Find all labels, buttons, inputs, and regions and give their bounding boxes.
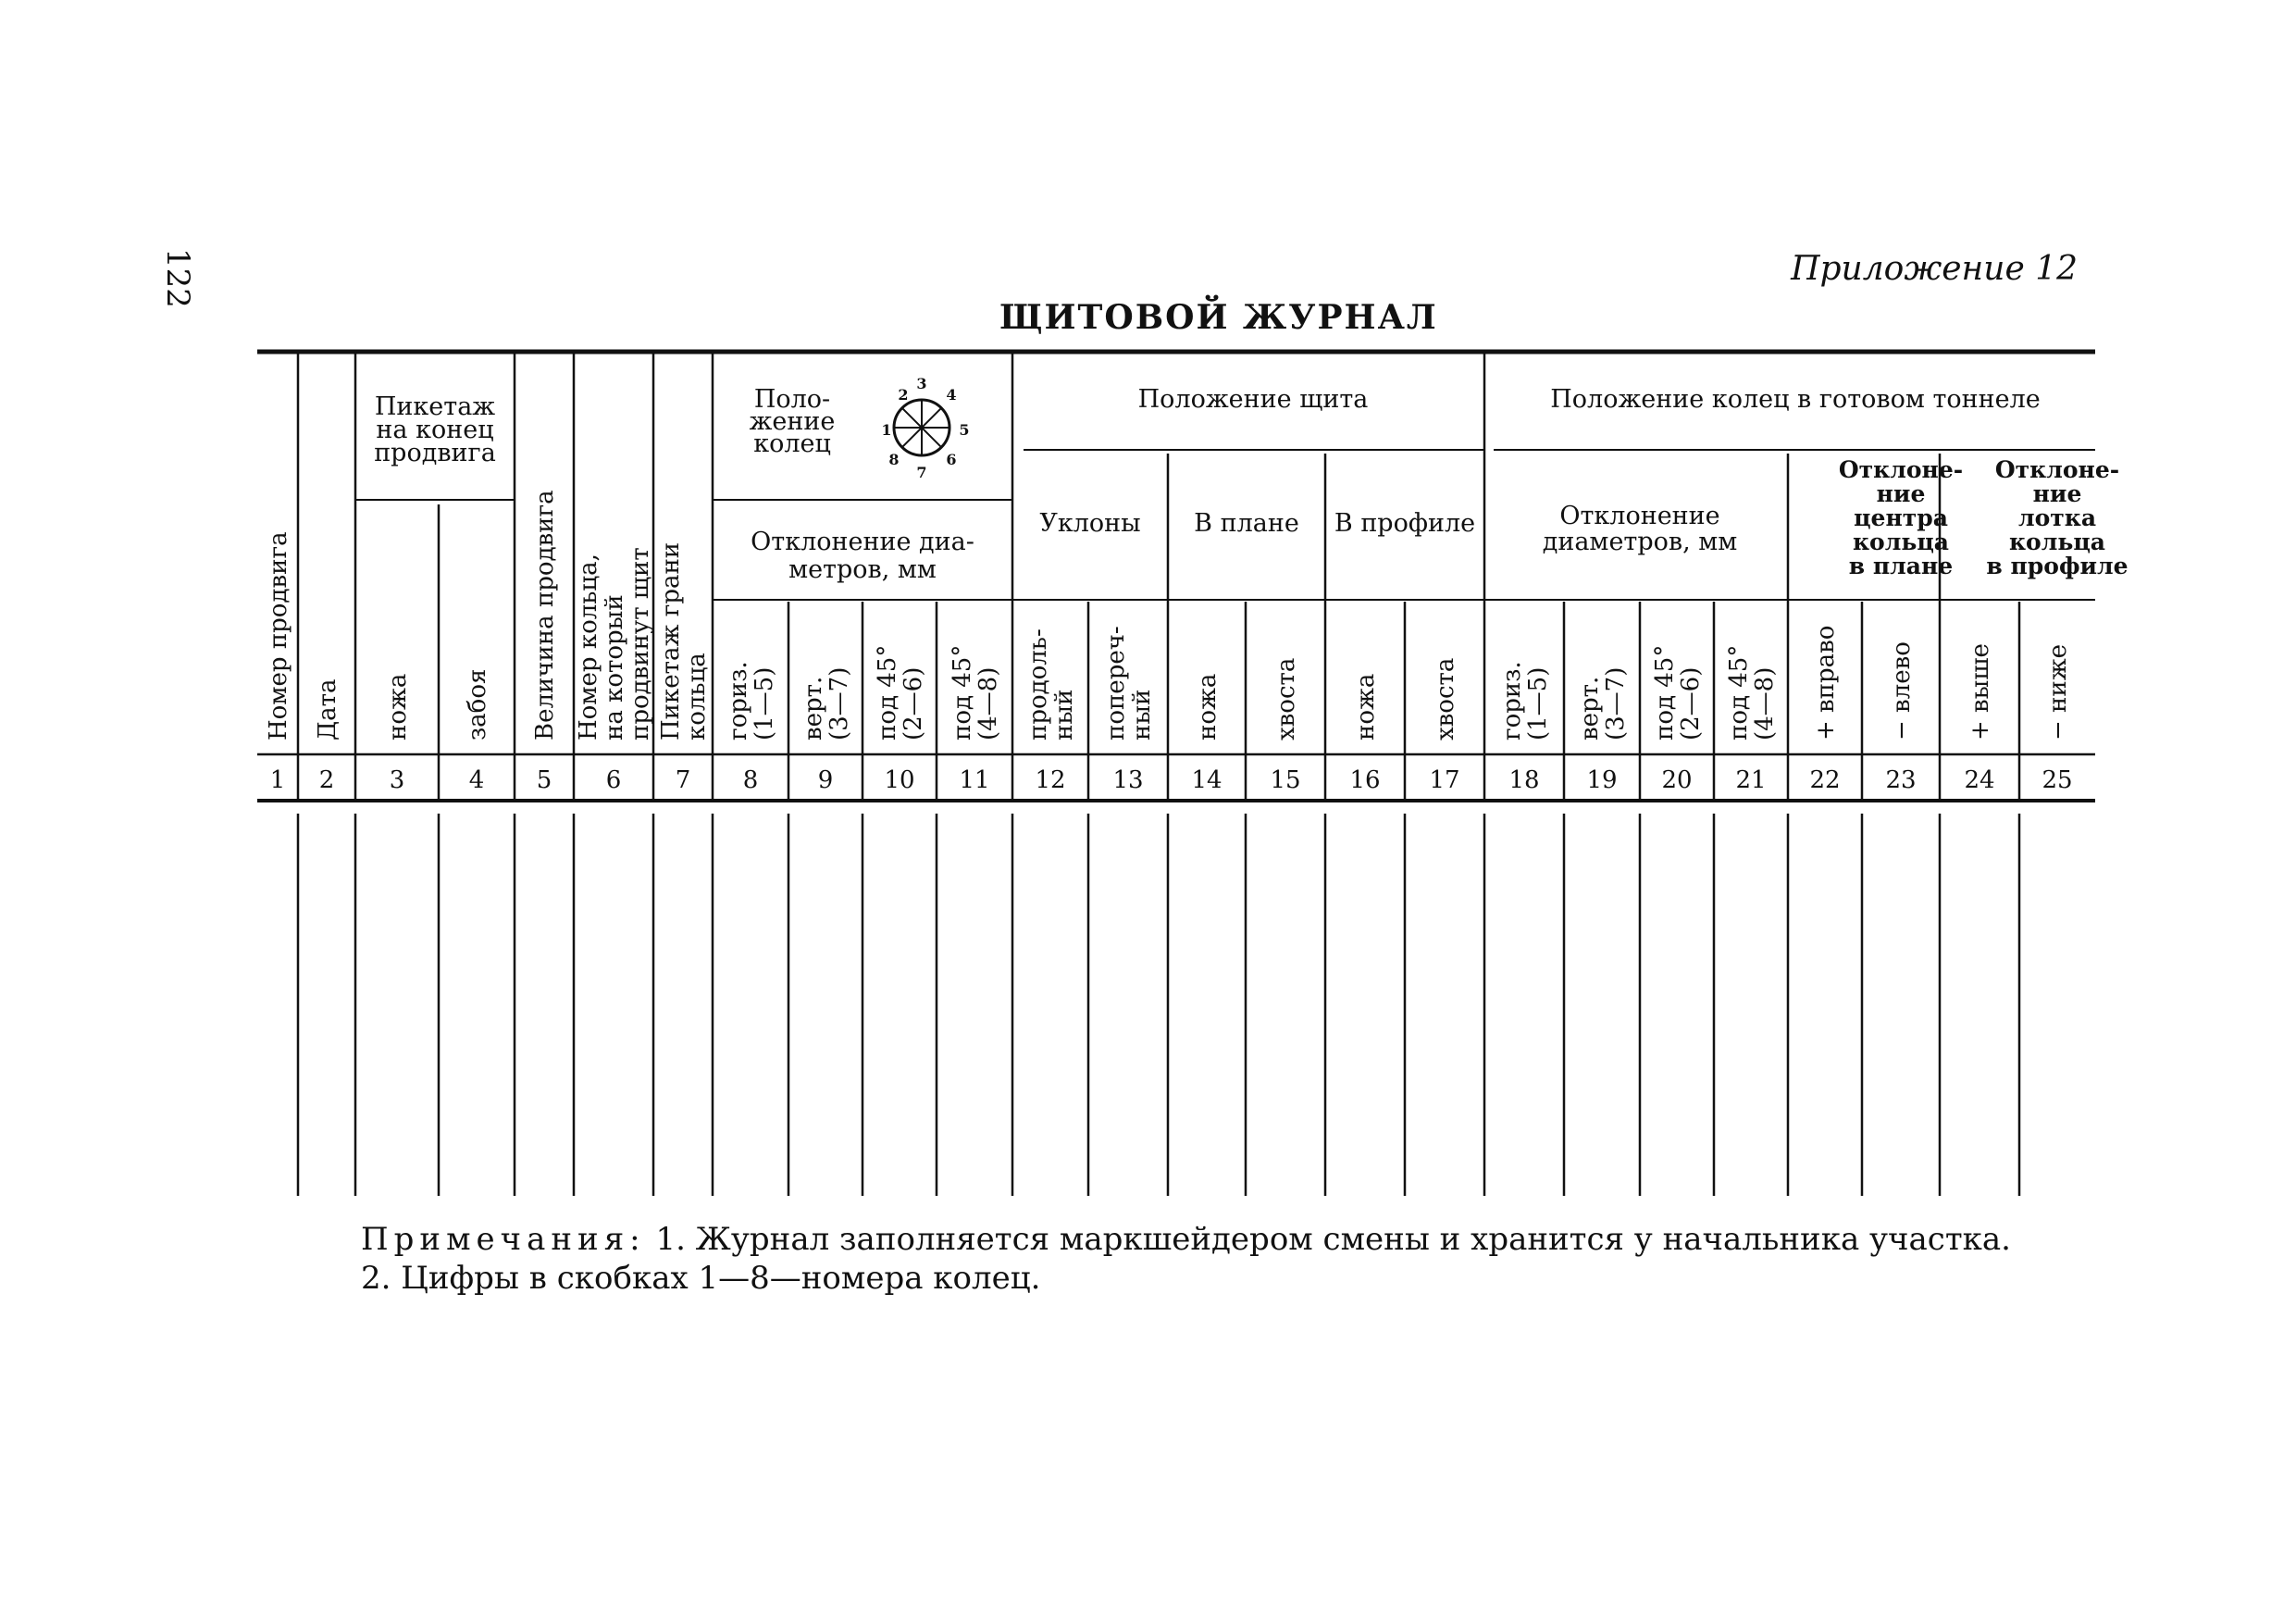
notes-line-1: [361, 1220, 2011, 1259]
group-header-piketazh: Пикетаж: [374, 392, 496, 421]
column-header: (4—8): [974, 666, 1003, 740]
ring-label: 5: [959, 421, 970, 439]
group-header-v-plane: В плане: [1194, 509, 1299, 538]
column-number: 2: [318, 766, 335, 794]
ring-label: 1: [881, 421, 892, 439]
column-header: − влево: [1888, 641, 1917, 740]
column-header: продвинут щит: [627, 547, 655, 740]
column-number: 14: [1191, 766, 1222, 794]
group-header-piketazh: на конец: [376, 416, 494, 444]
ring-label: 8: [888, 451, 900, 468]
column-header: на который: [601, 594, 629, 740]
column-header: верт.: [800, 676, 828, 740]
group-header-polozhenie-shchita: Положение щита: [1137, 385, 1369, 414]
column-number: 21: [1735, 766, 1767, 794]
column-header: верт.: [1576, 676, 1605, 740]
column-number: 13: [1112, 766, 1144, 794]
column-header: под 45°: [874, 644, 902, 740]
notes: [361, 1220, 2011, 1298]
column-number: 10: [884, 766, 915, 794]
notes-label: Примечания:: [361, 1221, 646, 1258]
group-header-piketazh: продвига: [374, 439, 496, 467]
column-header: Пикетаж грани: [657, 541, 686, 740]
column-header: кольца: [683, 653, 712, 740]
column-header: (2—6): [1677, 666, 1706, 740]
ring-label: 2: [898, 386, 909, 404]
column-number: 23: [1885, 766, 1917, 794]
page-number: 122: [159, 248, 196, 308]
column-number: 22: [1809, 766, 1841, 794]
column-header: Номер продвига: [265, 531, 293, 740]
group-header-otkl-centra: ние: [1876, 480, 1926, 507]
column-number: 17: [1429, 766, 1460, 794]
note-1: 1. Журнал заполняется маркшейдером смены и хранится у начальника участка.: [655, 1221, 2011, 1258]
group-header-otkl-lotka: Отклоне-: [1994, 456, 2120, 483]
column-header: ножа: [384, 673, 413, 740]
ring-label: 6: [946, 451, 957, 468]
column-number: 5: [536, 766, 552, 794]
column-header: продоль-: [1024, 628, 1053, 740]
column-header: (4—8): [1751, 666, 1780, 740]
column-header: (2—6): [900, 666, 928, 740]
group-header-otkl-lotka: кольца: [2009, 529, 2105, 555]
group-header-otkl-diam-2: диаметров, мм: [1542, 528, 1738, 556]
column-header: (3—7): [825, 666, 854, 740]
appendix-label: Приложение 12: [1791, 250, 2078, 288]
group-header-v-profile: В профиле: [1334, 509, 1476, 538]
group-header-otkl-centra: центра: [1854, 504, 1948, 531]
group-header-uklony: Уклоны: [1039, 509, 1141, 538]
column-header: Величина продвига: [531, 490, 560, 740]
column-header: под 45°: [1651, 644, 1680, 740]
column-number: 11: [959, 766, 990, 794]
group-header-polozhenie-kolec: жение: [749, 407, 836, 436]
column-header: забоя: [464, 668, 492, 740]
group-header-polozhenie-kolec: колец: [753, 429, 831, 458]
group-header-otkl-centra: в плане: [1848, 553, 1954, 579]
column-header: под 45°: [949, 644, 977, 740]
column-header: ножа: [1194, 673, 1222, 740]
column-number: 3: [389, 766, 405, 794]
group-header-otkl-lotka: ние: [2032, 480, 2082, 507]
column-header: + вправо: [1812, 625, 1841, 740]
column-header: гориз.: [1498, 661, 1527, 740]
group-header-otkl-lotka: в профиле: [1986, 553, 2128, 579]
column-number: 18: [1508, 766, 1540, 794]
column-header: (1—5): [751, 666, 779, 740]
column-number: 25: [2042, 766, 2073, 794]
column-number: 20: [1661, 766, 1693, 794]
ring-label: 7: [916, 464, 927, 481]
column-header: ный: [1128, 689, 1157, 740]
group-header-otkl-centra: Отклоне-: [1838, 456, 1964, 483]
ring-label: 4: [946, 386, 957, 404]
column-number: 24: [1964, 766, 1995, 794]
column-header: попереч-: [1102, 626, 1131, 740]
group-header-kolca-tonnel: Положение колец в готовом тоннеле: [1550, 385, 2041, 414]
note-2: 2. Цифры в скобках 1—8—номера колец.: [361, 1260, 1041, 1297]
group-header-otkl-centra: кольца: [1853, 529, 1949, 555]
column-header: хвоста: [1272, 657, 1301, 740]
group-header-polozhenie-kolec: Поло-: [753, 385, 831, 414]
column-header: (3—7): [1602, 666, 1631, 740]
column-header: гориз.: [725, 661, 753, 740]
column-number: 8: [742, 766, 759, 794]
column-number: 6: [605, 766, 622, 794]
column-number: 16: [1349, 766, 1381, 794]
column-header: Дата: [314, 678, 342, 740]
group-header-otkl-diam-2: Отклонение: [1559, 502, 1720, 530]
column-number: 1: [269, 766, 286, 794]
ring-label: 3: [916, 375, 927, 392]
column-header: Номер кольца,: [575, 554, 603, 740]
column-header: − ниже: [2044, 643, 2073, 740]
group-header-otkl-diam: Отклонение диа-: [751, 528, 974, 556]
column-header: ножа: [1352, 673, 1381, 740]
column-header: под 45°: [1725, 644, 1754, 740]
group-header-otkl-lotka: лотка: [2017, 504, 2097, 531]
page-title: ЩИТОВОЙ ЖУРНАЛ: [999, 298, 1438, 337]
column-header: (1—5): [1524, 666, 1553, 740]
column-number: 4: [468, 766, 485, 794]
column-number: 19: [1586, 766, 1618, 794]
column-number: 7: [675, 766, 691, 794]
column-number: 9: [817, 766, 834, 794]
column-header: ный: [1050, 689, 1079, 740]
group-header-otkl-diam: метров, мм: [788, 555, 937, 584]
column-header: хвоста: [1432, 657, 1460, 740]
column-number: 15: [1270, 766, 1301, 794]
column-number: 12: [1035, 766, 1066, 794]
column-header: + выше: [1967, 643, 1995, 740]
